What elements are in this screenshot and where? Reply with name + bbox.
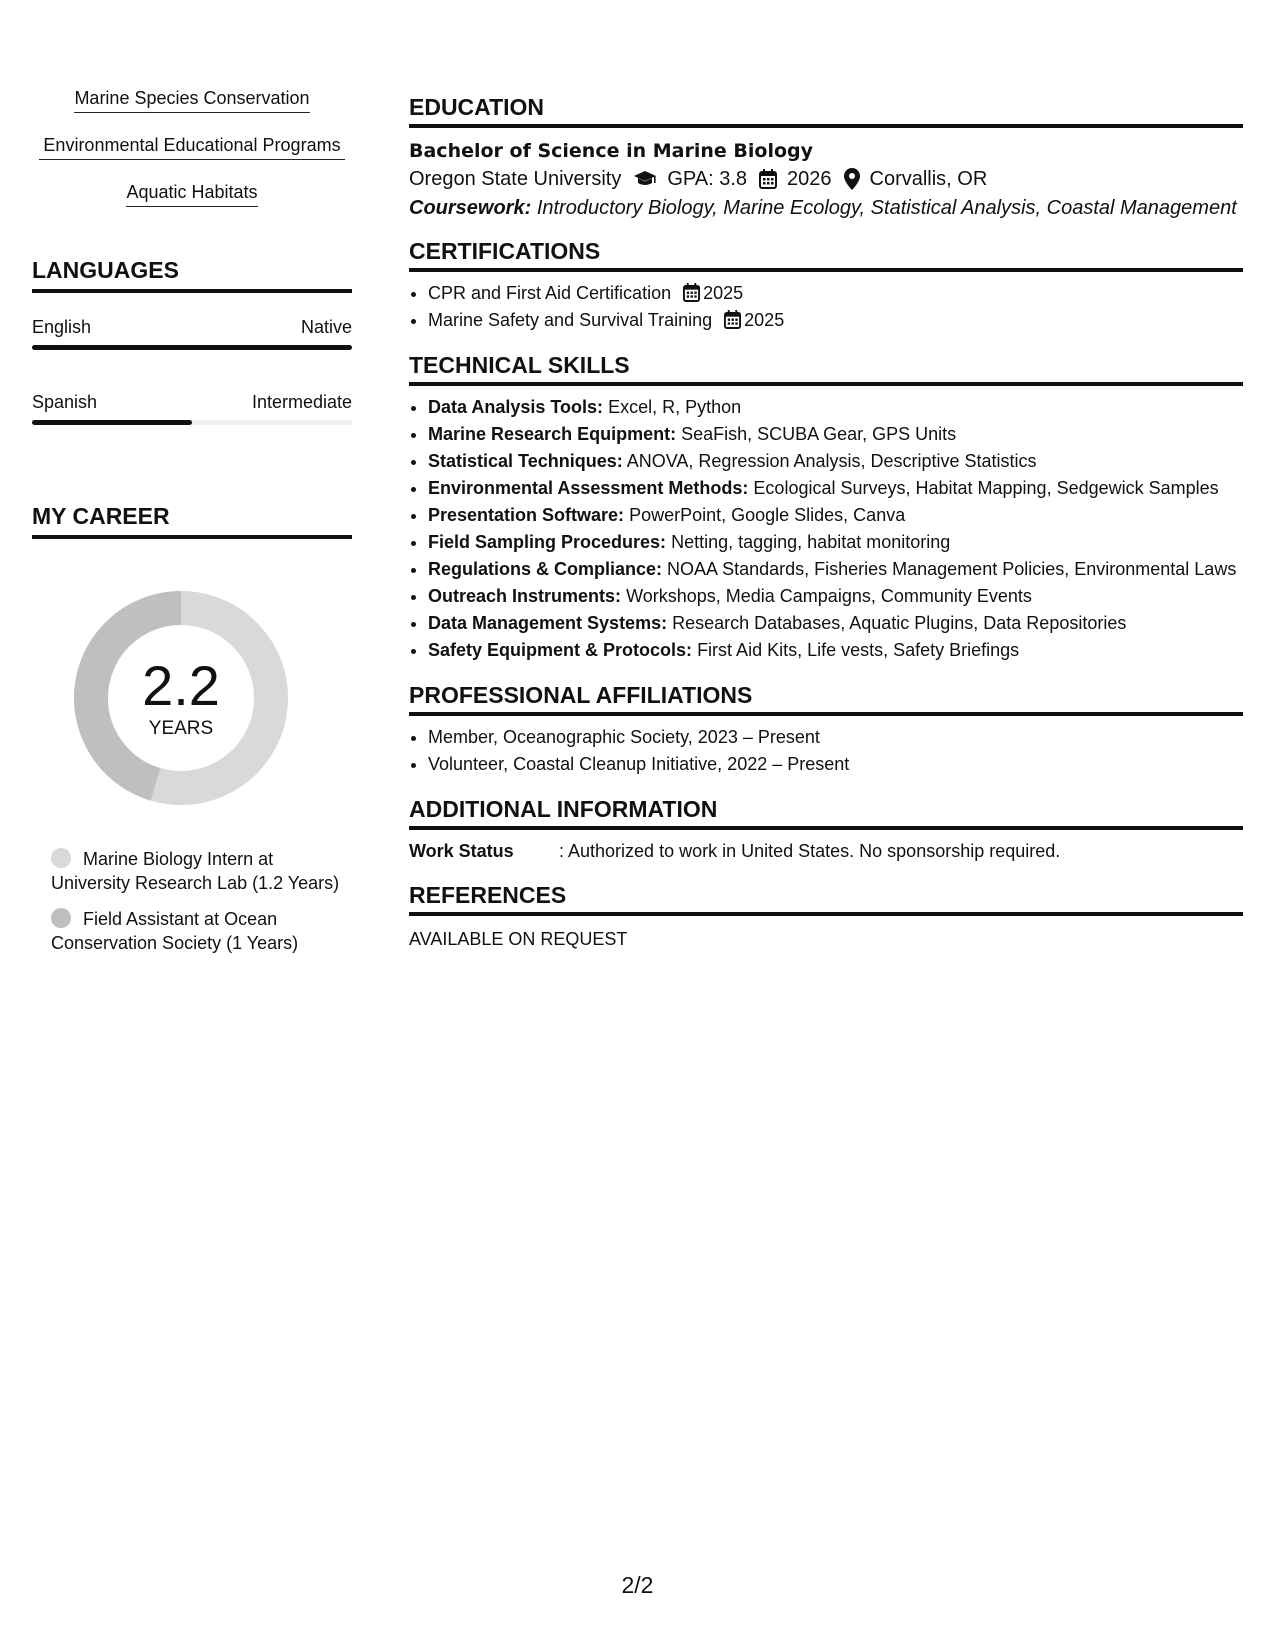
additional-heading: ADDITIONAL INFORMATION bbox=[409, 796, 1243, 830]
skill-value: SeaFish, SCUBA Gear, GPS Units bbox=[681, 424, 957, 444]
skill-label: Presentation Software: bbox=[428, 505, 625, 525]
gpa: GPA: 3.8 bbox=[667, 168, 747, 190]
language-name: Spanish bbox=[32, 392, 98, 412]
graduation-cap-icon bbox=[633, 170, 657, 188]
career-item bbox=[51, 907, 341, 955]
skill-value: Ecological Surveys, Habitat Mapping, Sedgewick Samples bbox=[753, 478, 1219, 498]
language-name: English bbox=[32, 317, 92, 337]
proficiency-bar bbox=[32, 420, 352, 425]
career-unit: YEARS bbox=[148, 718, 214, 739]
interest-tag: Marine Species Conservation bbox=[74, 86, 309, 113]
languages-heading: LANGUAGES bbox=[32, 257, 352, 293]
location: Corvallis, OR bbox=[869, 168, 988, 190]
skill-value: First Aid Kits, Life vests, Safety Briefings bbox=[697, 640, 1020, 660]
work-status-row bbox=[409, 838, 1243, 864]
career-item-label: Marine Biology Intern at University Research Lab (1.2 Years) bbox=[51, 849, 340, 893]
skill-label: Data Management Systems: bbox=[428, 613, 668, 633]
skill-label: Field Sampling Procedures: bbox=[428, 532, 667, 552]
references-section bbox=[409, 882, 1243, 952]
proficiency-bar bbox=[32, 345, 352, 350]
coursework bbox=[409, 196, 1243, 220]
skill-value: Workshops, Media Campaigns, Community Events bbox=[626, 586, 1032, 606]
skill-item bbox=[428, 610, 1243, 637]
work-status-label: Work Status bbox=[409, 841, 514, 861]
legend-dot bbox=[51, 848, 71, 868]
affiliation-item: • Member, Oceanographic Society, 2023 – Present bbox=[428, 724, 1243, 751]
skill-item bbox=[428, 583, 1243, 610]
skills-heading: TECHNICAL SKILLS bbox=[409, 352, 1243, 386]
interest-tag: Aquatic Habitats bbox=[126, 180, 257, 207]
affiliations-heading: PROFESSIONAL AFFILIATIONS bbox=[409, 682, 1243, 716]
education-section bbox=[409, 94, 1243, 220]
skills-list bbox=[409, 394, 1243, 664]
skill-item bbox=[428, 448, 1243, 475]
proficiency-fill bbox=[32, 420, 192, 425]
interest-tag: Environmental Educational Programs bbox=[39, 133, 345, 160]
skill-label: Marine Research Equipment: bbox=[428, 424, 677, 444]
references-text: AVAILABLE ON REQUEST bbox=[409, 929, 628, 949]
certifications-list bbox=[409, 280, 1243, 334]
career-item-label: Field Assistant at Ocean Conservation Society (1 Years) bbox=[51, 909, 299, 953]
career-total: 2.2 bbox=[142, 654, 220, 717]
career-legend bbox=[51, 847, 341, 955]
certification-year: 2025 bbox=[703, 283, 744, 303]
certification-name: CPR and First Aid Certification bbox=[428, 283, 672, 303]
affiliations-section bbox=[409, 682, 1243, 778]
references-heading: REFERENCES bbox=[409, 882, 1243, 916]
coursework-label: Coursework: bbox=[409, 197, 532, 219]
certification-name: Marine Safety and Survival Training bbox=[428, 310, 713, 330]
school-name: Oregon State University bbox=[409, 168, 622, 190]
proficiency-fill bbox=[32, 345, 352, 350]
affiliation-item: • Volunteer, Coastal Cleanup Initiative, 2022 – Present bbox=[428, 751, 1243, 778]
skill-value: NOAA Standards, Fisheries Management Policies, Environmental Laws bbox=[667, 559, 1237, 579]
skill-item bbox=[428, 475, 1243, 502]
graduation-year: 2026 bbox=[787, 168, 832, 190]
skills-section bbox=[409, 352, 1243, 664]
language-english bbox=[32, 315, 352, 350]
skill-value: ANOVA, Regression Analysis, Descriptive Statistics bbox=[626, 451, 1037, 471]
certification-year: 2025 bbox=[744, 310, 785, 330]
skill-label: Data Analysis Tools: bbox=[428, 397, 604, 417]
skill-item bbox=[428, 556, 1243, 583]
language-level: Intermediate bbox=[251, 392, 352, 412]
right-column bbox=[409, 94, 1243, 970]
skill-label: Environmental Assessment Methods: bbox=[428, 478, 749, 498]
career-heading: MY CAREER bbox=[32, 503, 352, 539]
affiliations-list bbox=[409, 724, 1243, 778]
skill-label: Safety Equipment & Protocols: bbox=[428, 640, 693, 660]
work-status-value: : Authorized to work in United States. No sponsorship required. bbox=[559, 841, 1061, 861]
skill-label: Statistical Techniques: bbox=[428, 451, 623, 471]
skill-item bbox=[428, 421, 1243, 448]
page-number: 2/2 bbox=[621, 1572, 654, 1598]
coursework-list: Introductory Biology, Marine Ecology, Statistical Analysis, Coastal Management bbox=[536, 197, 1237, 219]
language-level: Native bbox=[300, 317, 352, 337]
skill-value: Excel, R, Python bbox=[608, 397, 742, 417]
degree-title: Bachelor of Science in Marine Biology bbox=[409, 140, 813, 162]
skill-value: PowerPoint, Google Slides, Canva bbox=[629, 505, 906, 525]
calendar-icon bbox=[683, 283, 700, 302]
career-item bbox=[51, 847, 341, 895]
education-details bbox=[409, 164, 1243, 194]
skill-value: Netting, tagging, habitat monitoring bbox=[671, 532, 951, 552]
certification-item bbox=[428, 280, 1243, 307]
location-pin-icon bbox=[844, 168, 860, 190]
left-column bbox=[32, 86, 352, 967]
skill-item bbox=[428, 502, 1243, 529]
skill-item bbox=[428, 529, 1243, 556]
skill-label: Regulations & Compliance: bbox=[428, 559, 663, 579]
career-donut-chart bbox=[66, 583, 296, 813]
certifications-heading: CERTIFICATIONS bbox=[409, 238, 1243, 272]
legend-dot bbox=[51, 908, 71, 928]
skill-item bbox=[428, 637, 1243, 664]
skill-value: Research Databases, Aquatic Plugins, Data Repositories bbox=[672, 613, 1127, 633]
calendar-icon bbox=[759, 169, 777, 189]
calendar-icon bbox=[724, 310, 741, 329]
additional-section bbox=[409, 796, 1243, 864]
skill-item bbox=[428, 394, 1243, 421]
language-spanish bbox=[32, 390, 352, 425]
education-heading: EDUCATION bbox=[409, 94, 1243, 128]
certifications-section bbox=[409, 238, 1243, 334]
certification-item bbox=[428, 307, 1243, 334]
skill-label: Outreach Instruments: bbox=[428, 586, 622, 606]
